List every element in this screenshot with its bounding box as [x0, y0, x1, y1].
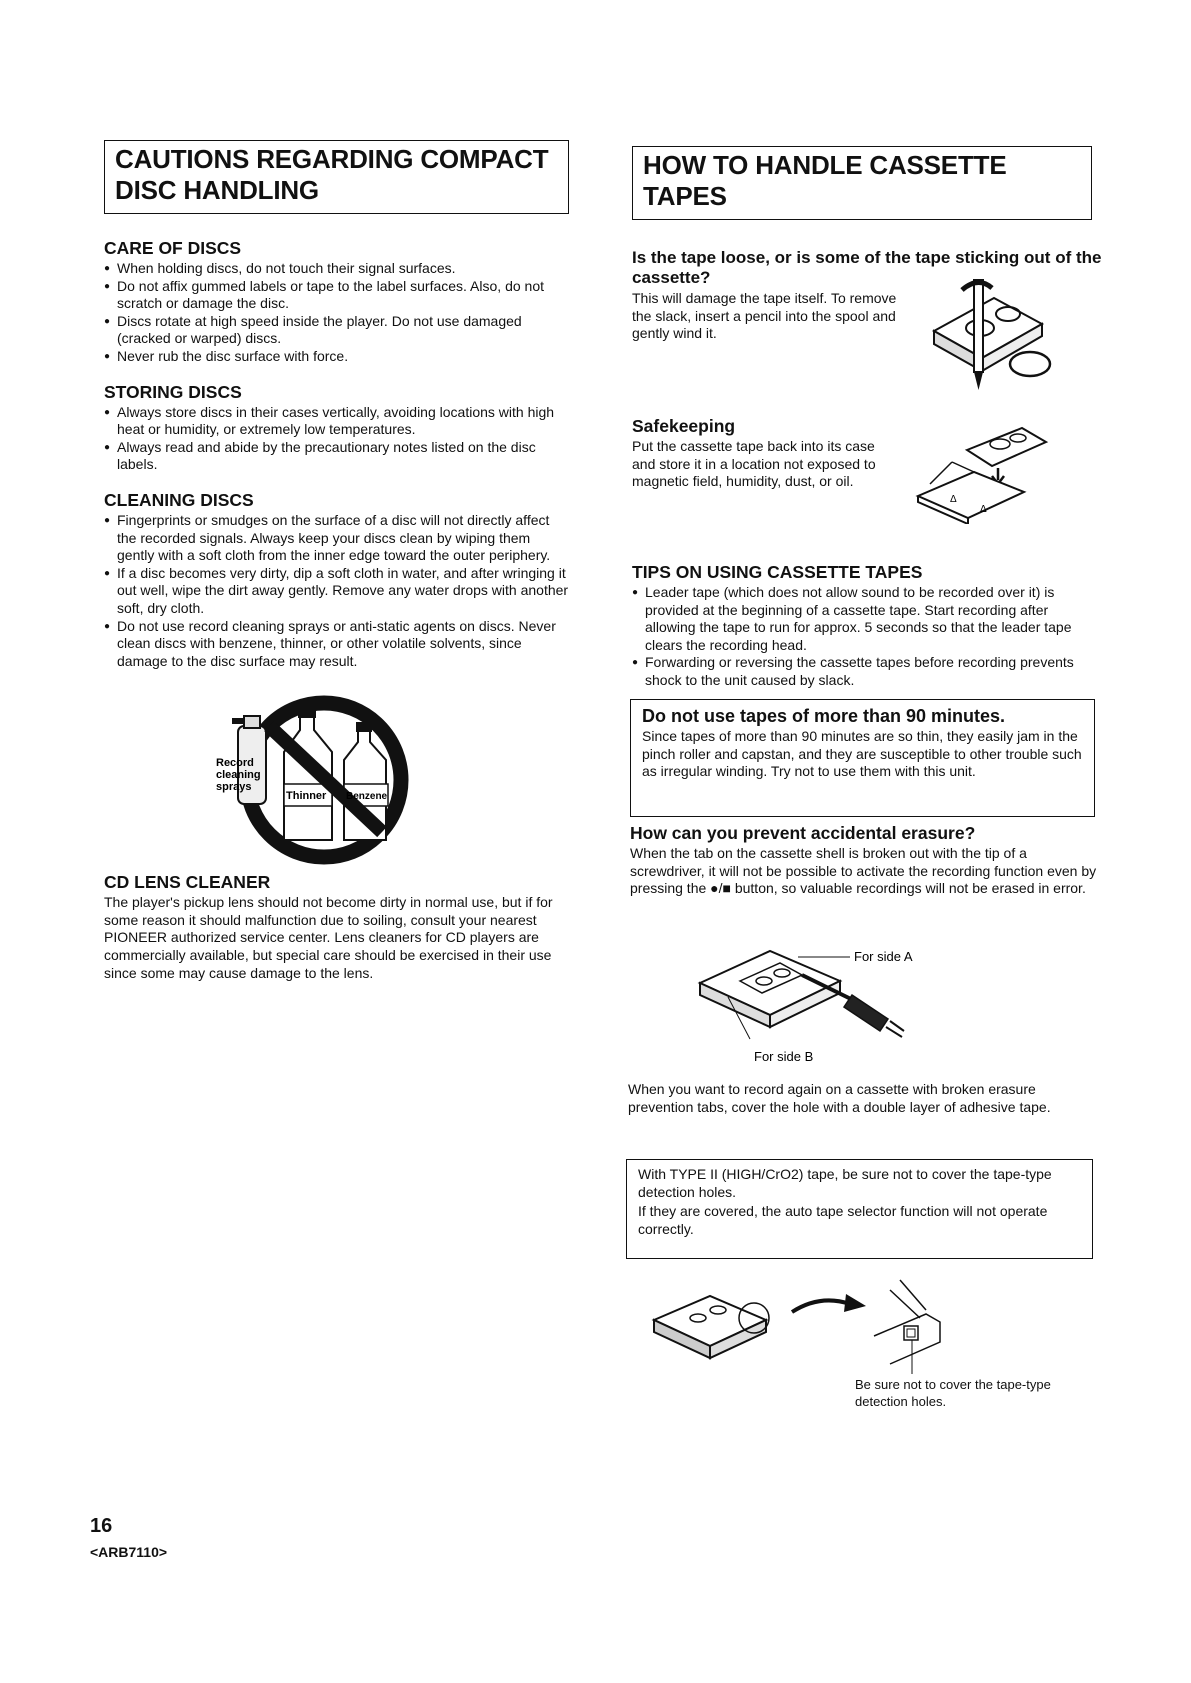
side-b-label: For side B: [754, 1049, 814, 1064]
sprays-label: sprays: [216, 781, 252, 794]
loose-tape-heading: Is the tape loose, or is some of the tape sticking out of the cassette?: [632, 248, 1102, 287]
no-solvents-illustration: [214, 690, 434, 870]
detection-holes-illustration: [650, 1270, 950, 1380]
care-of-discs-section: [104, 238, 569, 366]
list-item: ● When holding discs, do not touch their signal surfaces.: [104, 260, 569, 278]
list-item: ● Do not use record cleaning sprays or anti-static agents on discs. Never clean discs with benzene, thinner, or other volatile solvents, since damage to the disc surface may result.: [104, 618, 569, 671]
cassette-case-illustration: [912, 424, 1052, 524]
side-a-label: For side A: [854, 949, 913, 964]
page-number: 16: [90, 1515, 113, 1537]
left-column: [104, 140, 569, 982]
safekeeping-heading: Safekeeping: [632, 416, 736, 436]
ninety-minutes-text: Since tapes of more than 90 minutes are so thin, they easily jam in the pinch roller and capstan, and they are susceptible to other trouble such as irregular winding. Try not to use them with this unit.: [642, 728, 1082, 780]
svg-text:Δ: Δ: [950, 494, 957, 505]
cd-lens-cleaner-heading: CD LENS CLEANER: [104, 872, 271, 893]
screwdriver-tab-illustration: [690, 935, 950, 1065]
type2-line-1: With TYPE II (HIGH/CrO2) tape, be sure not to cover the tape-type detection holes.: [638, 1166, 1052, 1200]
list-item: ● Fingerprints or smudges on the surface of a disc will not directly affect the recorded signals. Always keep your discs clean by wiping them gently with a soft cloth from the inner edge toward the outer periphery.: [104, 512, 569, 565]
svg-text:Δ: Δ: [980, 504, 987, 515]
tips-heading: TIPS ON USING CASSETTE TAPES: [632, 562, 923, 582]
list-item: ● Always store discs in their cases vertically, avoiding locations with high heat or humidity, or extremely low temperatures.: [104, 404, 569, 439]
erasure-text: When the tab on the cassette shell is broken out with the tip of a screwdriver, it will not be possible to activate the recording function even by pressing the ●/■ button, so valuable recordings will not be erased in error.: [630, 845, 1097, 897]
list-item: ● Always read and abide by the precautionary notes listed on the disc labels.: [104, 439, 569, 474]
cleaning-discs-list: [104, 512, 569, 670]
safekeeping-section: [632, 416, 1102, 544]
cd-lens-cleaner-section: [104, 872, 569, 982]
tips-list: [632, 584, 1098, 690]
loose-tape-section: [632, 248, 1102, 408]
erasure-heading: How can you prevent accidental erasure?: [630, 823, 976, 843]
cd-lens-cleaner-text: The player's pickup lens should not become dirty in normal use, but if for some reason it should malfunction due to soiling, consult your nearest PIONEER authorized service center. Lens cleaners for CD players are commercially available, but special care should be exercised in their use since some may cause damage to the lens.: [104, 894, 553, 981]
right-column: [632, 146, 1102, 690]
cleaning-discs-section: [104, 490, 569, 670]
cd-handling-title: CAUTIONS REGARDING COMPACT DISC HANDLING: [104, 140, 569, 214]
cleaning-discs-heading: CLEANING DISCS: [104, 489, 254, 510]
storing-discs-heading: STORING DISCS: [104, 381, 242, 402]
type2-warning-box: [626, 1159, 1093, 1259]
benzene-label: Benzene: [346, 791, 388, 803]
storing-discs-section: [104, 382, 569, 474]
care-of-discs-heading: CARE OF DISCS: [104, 238, 242, 258]
cleaning-label: cleaning: [216, 769, 261, 782]
ninety-minutes-heading: Do not use tapes of more than 90 minutes.: [642, 706, 1006, 726]
erasure-text-2: When you want to record again on a cassette with broken erasure prevention tabs, cover the hole with a double layer of adhesive tape.: [628, 1081, 1051, 1115]
type2-line-2: If they are covered, the auto tape selector function will not operate correctly.: [638, 1203, 1048, 1237]
list-item: ● Do not affix gummed labels or tape to the label surfaces. Also, do not scratch or damage the disc.: [104, 278, 569, 313]
ninety-minutes-warning-box: [630, 699, 1095, 817]
list-item: ● Never rub the disc surface with force.: [104, 348, 569, 366]
list-item: ● If a disc becomes very dirty, dip a soft cloth in water, and after wringing it out well, wipe the dirt away gently. Remove any water drops with another soft, dry cloth.: [104, 565, 569, 618]
list-item: ● Leader tape (which does not allow sound to be recorded over it) is provided at the beginning of a cassette tape. Start recording after allowing the tape to run for approx. 5 seconds so that the leader tape clears the recording head.: [632, 584, 1098, 654]
detection-holes-caption: Be sure not to cover the tape-type detection holes.: [855, 1377, 1051, 1409]
thinner-label: Thinner: [286, 790, 327, 803]
erasure-section: [630, 823, 1098, 898]
storing-discs-list: [104, 404, 569, 474]
care-of-discs-list: [104, 260, 569, 366]
pencil-wind-illustration: [922, 276, 1052, 396]
record-label: Record: [216, 757, 254, 770]
list-item: ● Discs rotate at high speed inside the player. Do not use damaged (cracked or warped) discs.: [104, 313, 569, 348]
cassette-tapes-title: HOW TO HANDLE CASSETTE TAPES: [632, 146, 1092, 220]
tips-section: [632, 562, 1098, 690]
list-item: ● Forwarding or reversing the cassette tapes before recording prevents shock to the unit caused by slack.: [632, 654, 1098, 689]
loose-tape-text: This will damage the tape itself. To remove the slack, insert a pencil into the spool and gently wind it.: [632, 290, 897, 342]
document-code: <ARB7110>: [90, 1544, 168, 1560]
safekeeping-text: Put the cassette tape back into its case and store it in a location not exposed to magnetic field, humidity, dust, or oil.: [632, 438, 876, 490]
